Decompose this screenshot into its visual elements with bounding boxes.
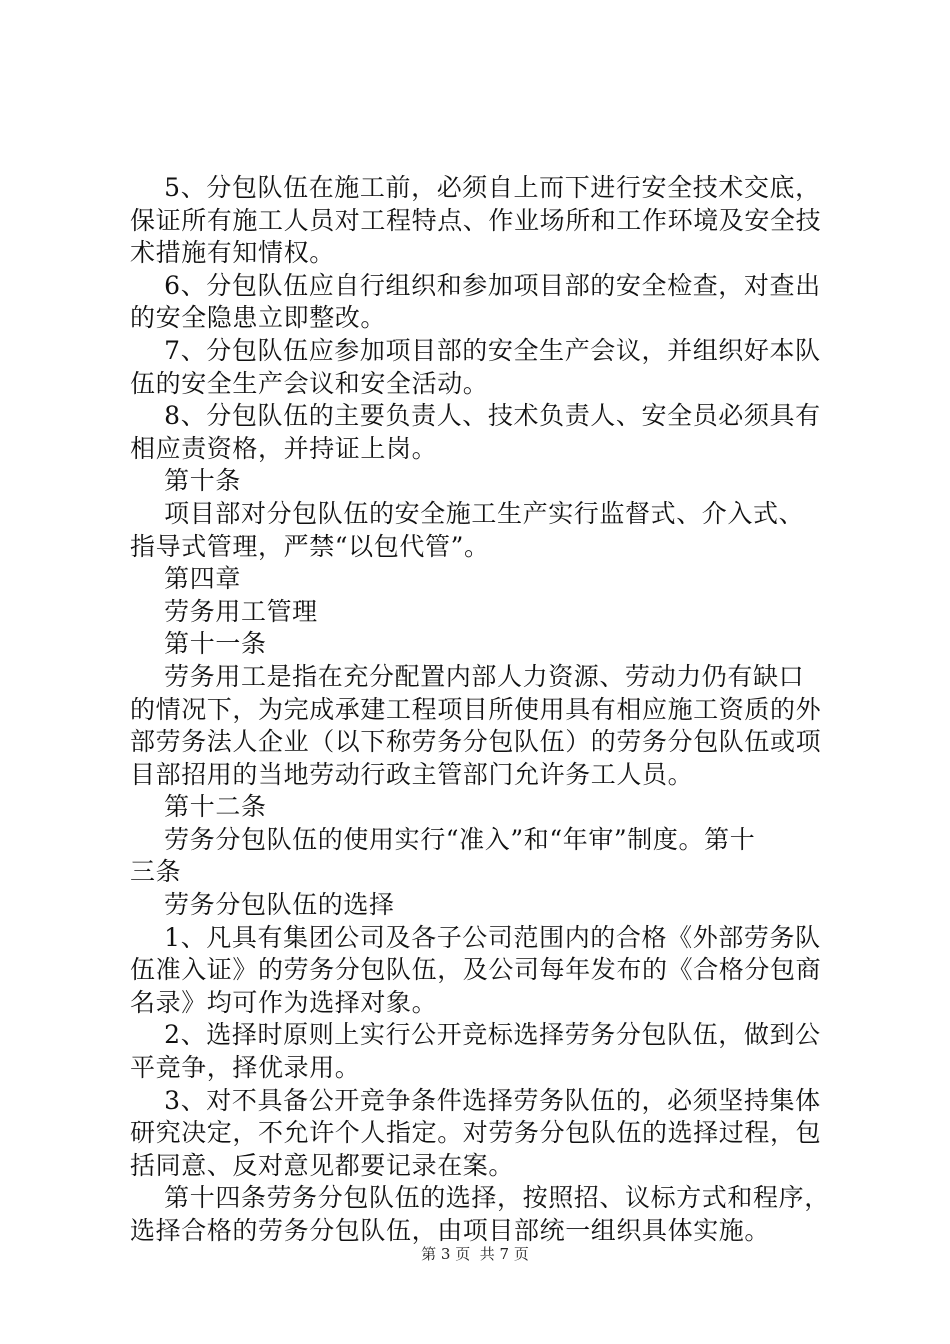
text-line: 术措施有知情权。 — [130, 238, 335, 268]
text-line: 7、分包队伍应参加项目部的安全生产会议，并组织好本队 — [130, 335, 821, 365]
text-line: 保证所有施工人员对工程特点、作业场所和工作环境及安全技 — [130, 205, 822, 235]
text-line: 指导式管理，严禁“以包代管”。 — [130, 531, 490, 561]
section-heading: 第十二条 — [130, 792, 267, 822]
text-line: 的安全隐患立即整改。 — [130, 303, 387, 333]
text-line: 劳务分包队伍的使用实行“准入”和“年审”制度。第十 — [130, 824, 756, 854]
text-line: 选择合格的劳务分包队伍，由项目部统一组织具体实施。 — [130, 1216, 771, 1245]
text-line: 1、凡具有集团公司及各子公司范围内的合格《外部劳务队 — [130, 922, 821, 952]
text-line: 平竞争，择优录用。 — [130, 1053, 361, 1083]
text-line: 劳务用工是指在充分配置内部人力资源、劳动力仍有缺口 — [130, 661, 805, 691]
text-line: 名录》均可作为选择对象。 — [130, 987, 438, 1017]
text-line: 项目部对分包队伍的安全施工生产实行监督式、介入式、 — [130, 498, 805, 528]
page-footer: 第 3 页 共 7 页 — [421, 1245, 529, 1263]
text-line: 6、分包队伍应自行组织和参加项目部的安全检查，对查出 — [130, 270, 821, 300]
text-line: 2、选择时原则上实行公开竞标选择劳务分包队伍，做到公 — [130, 1020, 821, 1050]
chapter-heading: 第四章 — [130, 564, 241, 594]
text-line: 伍准入证》的劳务分包队伍，及公司每年发布的《合格分包商 — [130, 955, 822, 985]
text-line: 括同意、反对意见都要记录在案。 — [130, 1150, 515, 1180]
text-line: 劳务分包队伍的选择 — [130, 890, 395, 920]
text-line: 相应责资格，并持证上岗。 — [130, 433, 438, 463]
text-line: 伍的安全生产会议和安全活动。 — [130, 368, 489, 398]
text-line: 三条 — [130, 857, 182, 887]
text-line: 5、分包队伍在施工前，必须自上而下进行安全技术交底， — [130, 173, 821, 202]
section-heading: 第十一条 — [130, 629, 267, 659]
document-body — [130, 172, 830, 1248]
section-heading: 第十条 — [130, 466, 241, 496]
text-line: 目部招用的当地劳动行政主管部门允许务工人员。 — [130, 759, 694, 789]
text-line: 部劳务法人企业（以下称劳务分包队伍）的劳务分包队伍或项 — [130, 727, 822, 757]
text-line: 的情况下，为完成承建工程项目所使用具有相应施工资质的外 — [130, 694, 822, 724]
text-line: 3、对不具备公开竞争条件选择劳务队伍的，必须坚持集体 — [130, 1085, 821, 1115]
text-line: 第十四条劳务分包队伍的选择，按照招、议标方式和程序， — [130, 1183, 830, 1213]
chapter-title: 劳务用工管理 — [130, 596, 318, 626]
text-line: 研究决定，不允许个人指定。对劳务分包队伍的选择过程，包 — [130, 1118, 822, 1148]
text-line: 8、分包队伍的主要负责人、技术负责人、安全员必须具有 — [130, 401, 821, 431]
